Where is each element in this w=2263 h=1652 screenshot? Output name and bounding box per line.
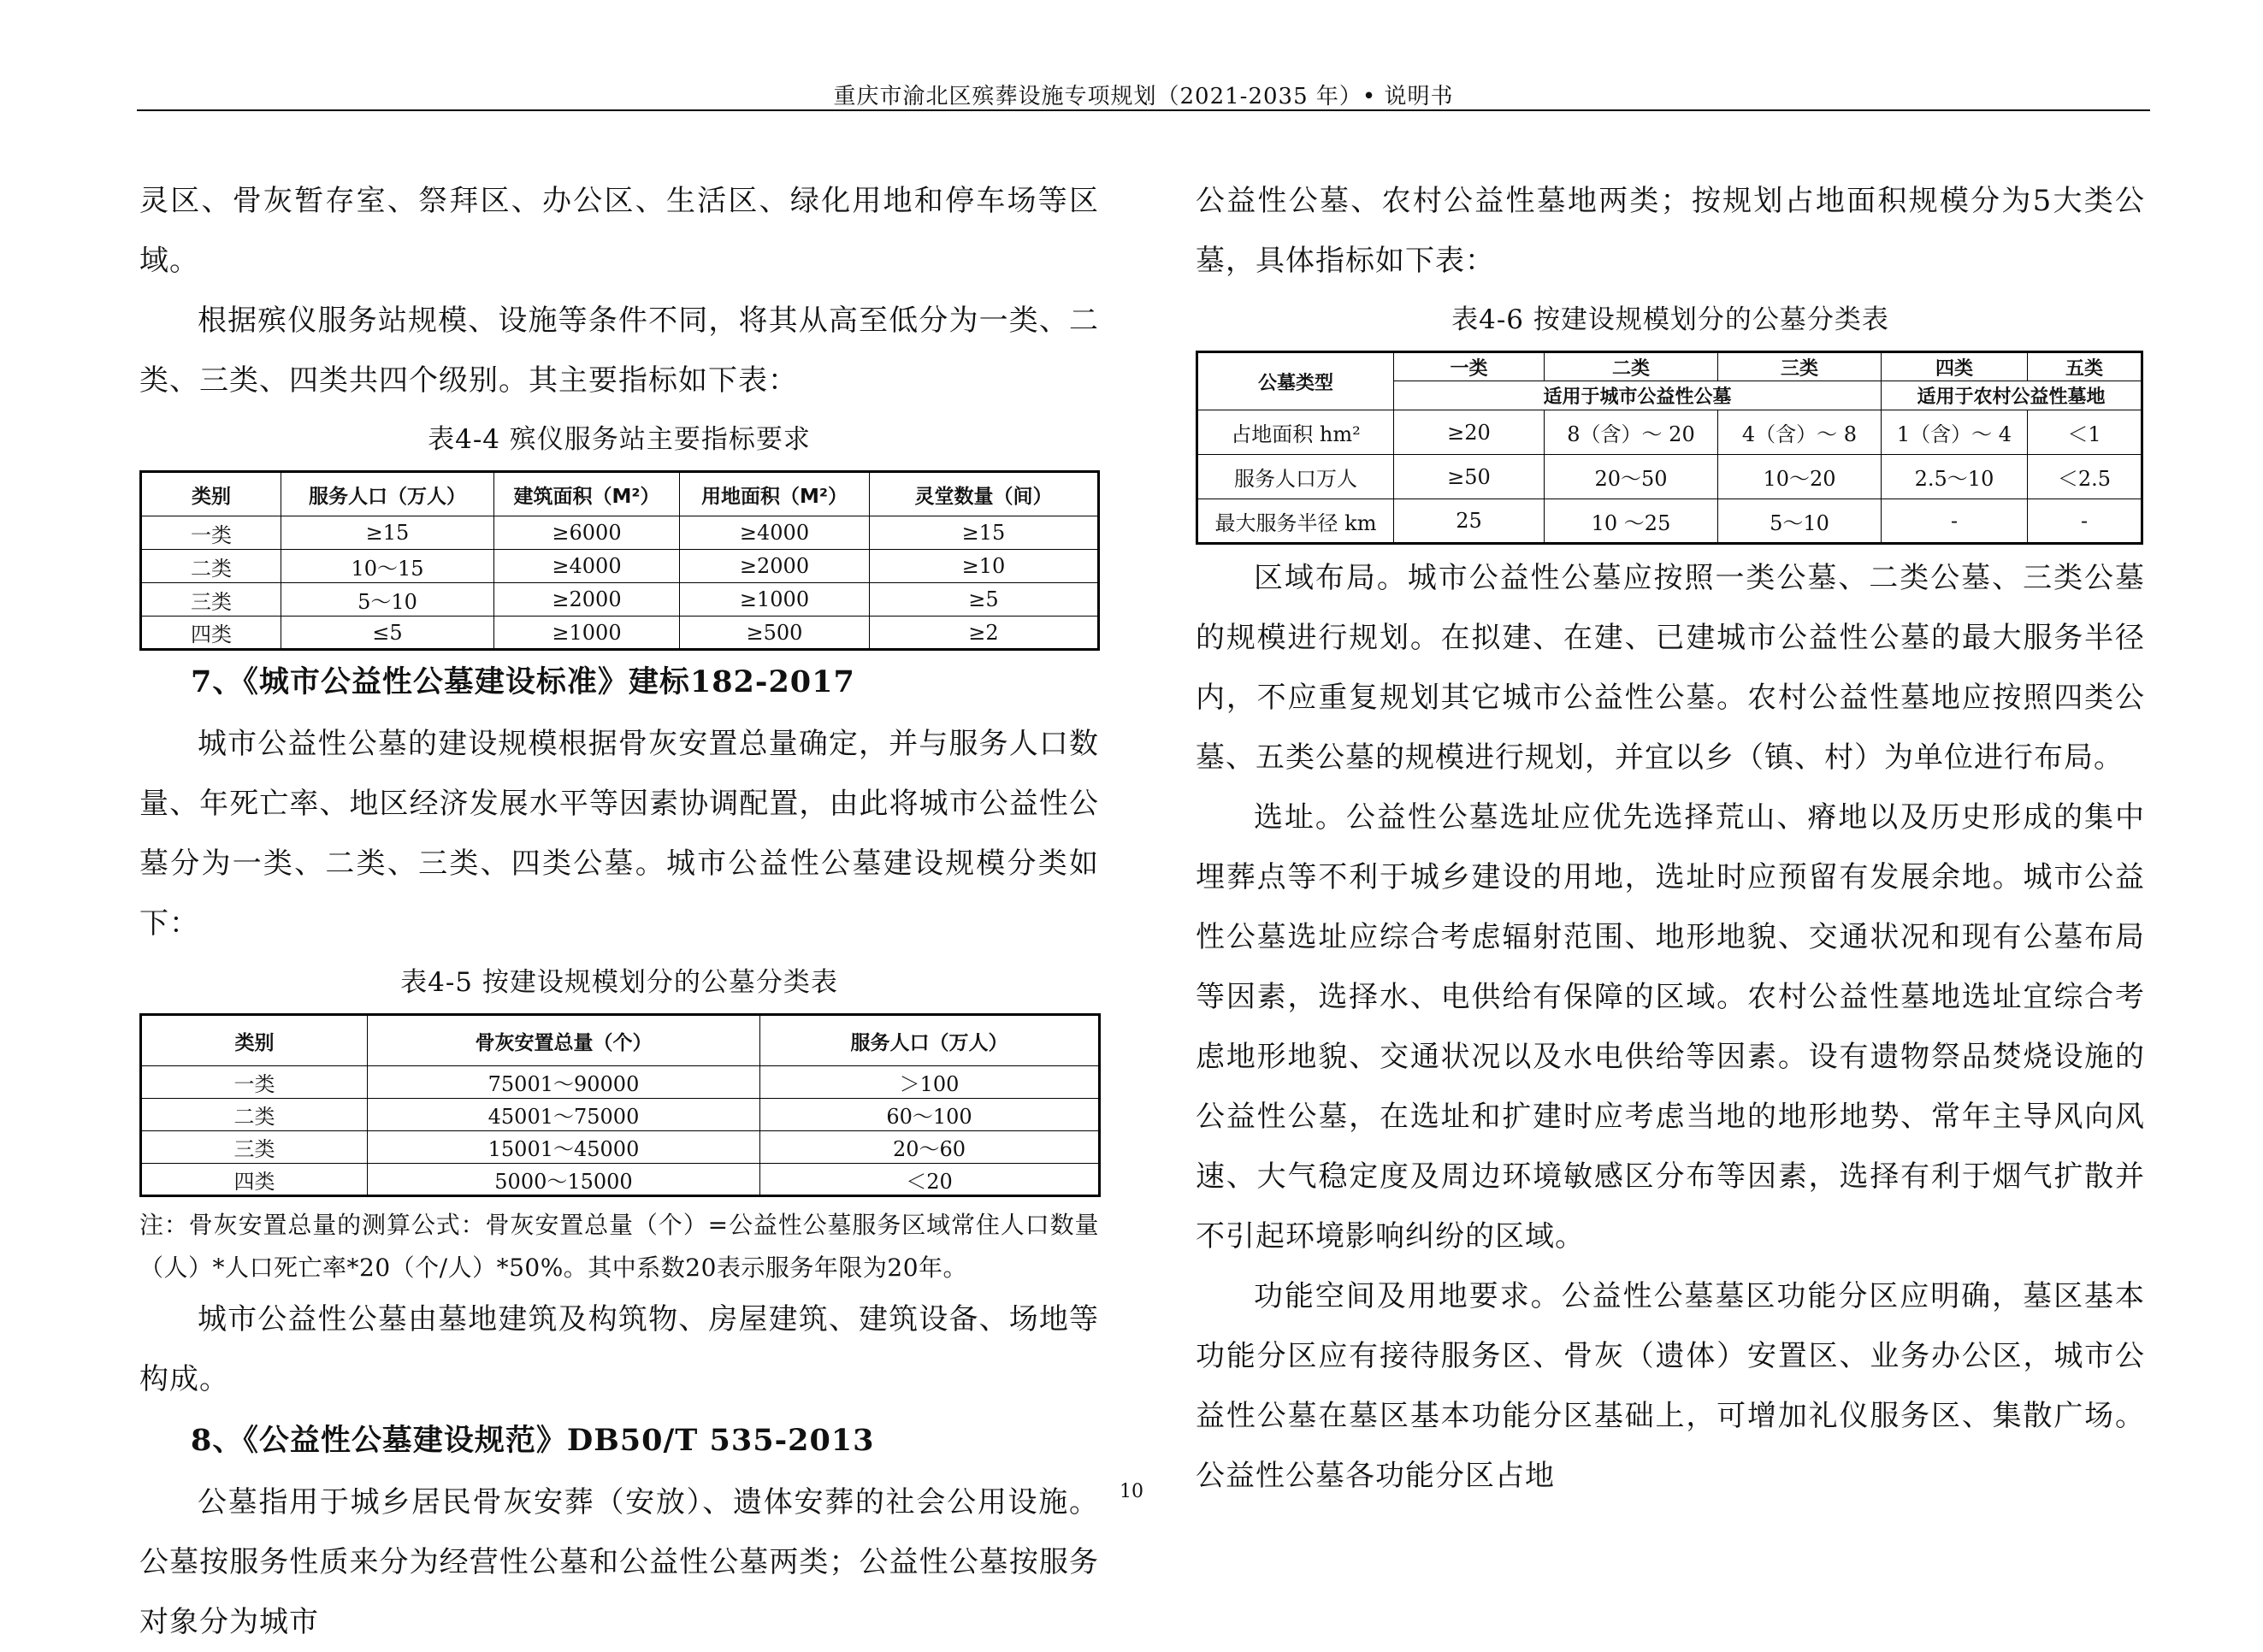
table-cell: 2.5～10 [1882,455,2028,499]
table-cell: 一类 [141,516,281,550]
table-cell: 10～20 [1718,455,1882,499]
table-4-4 [139,470,1100,651]
table-cell: 三类 [141,1131,368,1164]
header-rule [137,109,2150,111]
table-4-6-caption: 表4-6 按建设规模划分的公墓分类表 [1451,304,1889,335]
column-header: 骨灰安置总量（个） [368,1015,760,1066]
class-header: 五类 [2028,352,2142,381]
table-cell: 15001～45000 [368,1131,760,1164]
table-cell: ≥20 [1394,410,1545,455]
type-header: 公墓类型 [1197,352,1394,410]
table-row [141,1131,1100,1164]
table-row [141,1164,1100,1196]
class-header: 三类 [1718,352,1882,381]
left-paragraph-2: 根据殡仪服务站规模、设施等条件不同，将其从高至低分为一类、二类、三类、四类共四个级别。其主要指标如下表： [139,304,1099,398]
column-header: 用地面积（M²） [680,472,870,516]
table-header-row [141,1015,1100,1066]
table-cell: ＜1 [2028,410,2142,455]
row-label: 服务人口万人 [1197,455,1394,499]
table-cell: ≥15 [870,516,1099,550]
column-header: 服务人口（万人） [760,1015,1100,1066]
table-cell: 1（含）～ 4 [1882,410,2028,455]
table-cell: ≥50 [1394,455,1545,499]
table-cell: 45001～75000 [368,1099,760,1131]
table-cell: 一类 [141,1066,368,1099]
page-number: 10 [1120,1481,1143,1502]
table-4-5-caption: 表4-5 按建设规模划分的公墓分类表 [400,967,838,998]
section-heading-8: 8、《公益性公墓建设规范》DB50/T 535-2013 [191,1423,875,1458]
table-cell: ≥6000 [494,516,680,550]
table-cell: - [1882,499,2028,544]
table-cell: 5～10 [1718,499,1882,544]
section-heading-7: 7、《城市公益性公墓建设标准》建标182-2017 [191,664,855,699]
table-cell: ≤5 [281,617,494,650]
table-row [141,550,1099,583]
table-cell: 20～50 [1545,455,1718,499]
group-header-rural: 适用于农村公益性墓地 [1882,381,2142,410]
left-paragraph-1: 灵区、骨灰暂存室、祭拜区、办公区、生活区、绿化用地和停车场等区域。 [139,184,1099,278]
left-paragraph-3: 城市公益性公墓的建设规模根据骨灰安置总量确定，并与服务人口数量、年死亡率、地区经济发展水平等因素协调配置，由此将城市公益性公墓分为一类、二类、三类、四类公墓。城市公益性公墓建设规模分类如下： [139,727,1099,941]
table-cell: 75001～90000 [368,1066,760,1099]
table-cell: ≥4000 [494,550,680,583]
right-paragraph-4: 功能空间及用地要求。公益性公墓墓区功能分区应明确，墓区基本功能分区应有接待服务区、骨灰（遗体）安置区、业务办公区，城市公益性公墓在墓区基本功能分区基础上，可增加礼仪服务区、集散广场。公益性公墓各功能分区占地 [1196,1279,2145,1493]
table-cell: ＜20 [760,1164,1100,1196]
table-cell: 10 ～25 [1545,499,1718,544]
table-4-4-caption: 表4-4 殡仪服务站主要指标要求 [428,424,811,455]
table-cell: ≥4000 [680,516,870,550]
row-label: 占地面积 hm² [1197,410,1394,455]
table-cell: 4（含）～ 8 [1718,410,1882,455]
table-cell: 三类 [141,583,281,617]
column-header: 灵堂数量（间） [870,472,1099,516]
table-cell: ≥5 [870,583,1099,617]
table-row [141,1099,1100,1131]
table-cell: 5～10 [281,583,494,617]
table-cell: ≥500 [680,617,870,650]
table-cell: 60～100 [760,1099,1100,1131]
table-row [1197,499,2142,544]
class-header: 四类 [1882,352,2028,381]
table-cell: ≥1000 [680,583,870,617]
right-paragraph-1: 公益性公墓、农村公益性墓地两类；按规划占地面积规模分为5大类公墓，具体指标如下表： [1196,184,2145,278]
table-row [141,617,1099,650]
column-header: 服务人口（万人） [281,472,494,516]
group-header-city: 适用于城市公益性公墓 [1394,381,1882,410]
table-cell: ≥1000 [494,617,680,650]
table-cell: 5000～15000 [368,1164,760,1196]
left-column [139,171,1099,1652]
page-header: 重庆市渝北区殡葬设施专项规划（2021-2035 年）• 说明书 [833,84,1454,109]
table-cell: 8（含）～ 20 [1545,410,1718,455]
table-row [141,583,1099,617]
class-header: 二类 [1545,352,1718,381]
table-cell: 二类 [141,550,281,583]
table-cell: 25 [1394,499,1545,544]
table-cell: ＞100 [760,1066,1100,1099]
column-header: 类别 [141,1015,368,1066]
table-cell: ≥2 [870,617,1099,650]
table-cell: ≥15 [281,516,494,550]
right-column [1196,171,2145,1506]
table-cell: 四类 [141,617,281,650]
table-row [141,1066,1100,1099]
table-note: 注：骨灰安置总量的测算公式：骨灰安置总量（个）=公益性公墓服务区域常住人口数量（人）*人口死亡率*20（个/人）*50%。其中系数20表示服务年限为20年。 [139,1211,1099,1282]
table-cell: ＜2.5 [2028,455,2142,499]
table-row [141,516,1099,550]
left-paragraph-5: 公墓指用于城乡居民骨灰安葬（安放）、遗体安葬的社会公用设施。公墓按服务性质来分为经营性公墓和公益性公墓两类；公益性公墓按服务对象分为城市 [139,1485,1099,1639]
column-header: 类别 [141,472,281,516]
table-cell: ≥2000 [680,550,870,583]
table-cell: 20～60 [760,1131,1100,1164]
table-header-row [141,472,1099,516]
table-row [1197,455,2142,499]
table-cell: 四类 [141,1164,368,1196]
table-cell: ≥10 [870,550,1099,583]
left-paragraph-4: 城市公益性公墓由墓地建筑及构筑物、房屋建筑、建筑设备、场地等构成。 [139,1302,1099,1396]
table-header-row [1197,352,2142,381]
table-cell: ≥2000 [494,583,680,617]
table-4-5 [139,1013,1101,1197]
right-paragraph-3: 选址。公益性公墓选址应优先选择荒山、瘠地以及历史形成的集中埋葬点等不利于城乡建设的用地，选址时应预留有发展余地。城市公益性公墓选址应综合考虑辐射范围、地形地貌、交通状况和现有公墓布局等因素，选择水、电供给有保障的区域。农村公益性墓地选址宜综合考虑地形地貌、交通状况以及水电供给等因素。设有遗物祭品焚烧设施的公益性公墓，在选址和扩建时应考虑当地的地形地势、常年主导风向风速、大气稳定度及周边环境敏感区分布等因素，选择有利于烟气扩散并不引起环境影响纠纷的区域。 [1196,800,2145,1254]
table-4-6 [1196,351,2143,545]
class-header: 一类 [1394,352,1545,381]
right-paragraph-2: 区域布局。城市公益性公墓应按照一类公墓、二类公墓、三类公墓的规模进行规划。在拟建、在建、已建城市公益性公墓的最大服务半径内，不应重复规划其它城市公益性公墓。农村公益性墓地应按照四类公墓、五类公墓的规模进行规划，并宜以乡（镇、村）为单位进行布局。 [1196,561,2145,775]
column-header: 建筑面积（M²） [494,472,680,516]
table-cell: 二类 [141,1099,368,1131]
table-cell: 10～15 [281,550,494,583]
row-label: 最大服务半径 km [1197,499,1394,544]
table-cell: - [2028,499,2142,544]
table-row [1197,410,2142,455]
